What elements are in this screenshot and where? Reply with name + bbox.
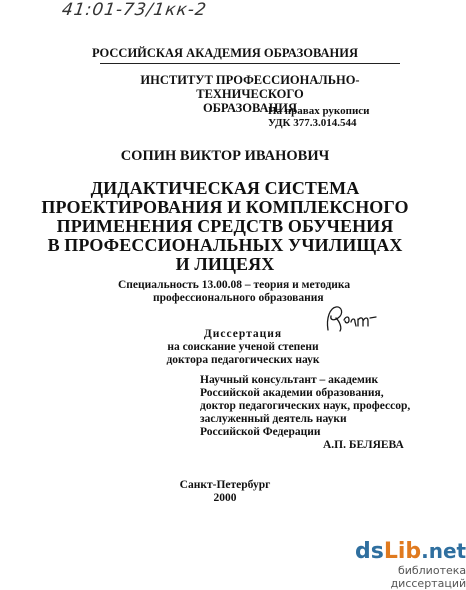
title-line: ПРОЕКТИРОВАНИЯ И КОМПЛЕКСНОГО xyxy=(41,197,409,217)
institute-line-2: ОБРАЗОВАНИЯ xyxy=(202,101,298,115)
adviser-line: Научный консультант – академик xyxy=(200,374,379,386)
adviser-line: Российской академии образования, xyxy=(200,387,384,399)
title-line: ПРИМЕНЕНИЯ СРЕДСТВ ОБУЧЕНИЯ xyxy=(56,216,394,236)
academy-name: РОССИЙСКАЯ АКАДЕМИЯ ОБРАЗОВАНИЯ xyxy=(91,46,359,60)
degree-statement xyxy=(118,328,368,367)
dissertation-title xyxy=(40,179,410,274)
year: 2000 xyxy=(213,492,237,504)
adviser-line: Российской Федерации xyxy=(200,426,321,438)
institute-line-1: ИНСТИТУТ ПРОФЕССИОНАЛЬНО-ТЕХНИЧЕСКОГО xyxy=(140,73,360,101)
degree-line-2: доктора педагогических наук xyxy=(166,354,320,366)
dissertation-label: Диссертация xyxy=(203,328,283,340)
adviser-name: А.П. БЕЛЯЕВА xyxy=(323,439,404,451)
manuscript-rights: На правах рукописи xyxy=(268,105,370,117)
adviser-line: заслуженный деятель науки xyxy=(200,413,347,425)
city: Санкт-Петербург xyxy=(179,479,271,491)
degree-line-1: на соискание ученой степени xyxy=(167,341,319,353)
specialty-line-1: Специальность 13.00.08 – теория и методика xyxy=(118,279,351,291)
dslib-logo: dsLib.net xyxy=(355,539,466,564)
specialty xyxy=(118,279,368,305)
author-name: СОПИН ВИКТОР ИВАНОВИЧ xyxy=(120,148,330,164)
watermark-subtitle: библиотека диссертаций xyxy=(390,564,466,590)
title-line: В ПРОФЕССИОНАЛЬНЫХ УЧИЛИЩАХ xyxy=(47,235,403,255)
manuscript-note xyxy=(268,105,370,129)
adviser-line: доктор педагогических наук, профессор, xyxy=(200,400,411,412)
specialty-line-2: профессионального образования xyxy=(153,292,324,304)
place-and-year xyxy=(0,479,450,505)
divider-line xyxy=(100,63,400,64)
dslib-watermark[interactable] xyxy=(355,540,466,590)
handwritten-catalog-number: 41:01-73/1кк-2 xyxy=(60,0,209,20)
title-line: ДИДАКТИЧЕСКАЯ СИСТЕМА xyxy=(90,178,360,198)
scientific-adviser xyxy=(200,374,440,439)
title-line: И ЛИЦЕЯХ xyxy=(175,254,275,274)
udc-code: УДК 377.3.014.544 xyxy=(268,117,357,129)
